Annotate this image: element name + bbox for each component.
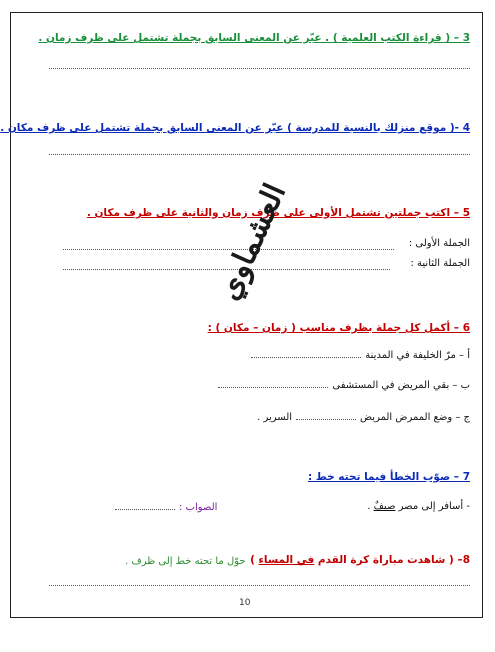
question-8-instruction: حوّل ما تحته خط إلى ظرف . xyxy=(125,556,246,567)
question-6-a xyxy=(247,349,470,361)
question-7-sentence xyxy=(367,501,470,512)
question-6-c-start: ج – وضع الممرض المريض xyxy=(360,412,470,423)
question-6-c xyxy=(257,411,470,423)
question-4-title: 4 -( موقع منزلك بالنسبة للمدرسة ) عبّر عن المعنى السابق بجملة تشتمل على ظرف مكان . xyxy=(0,122,470,134)
question-7-correction-label: الصواب : xyxy=(179,502,218,513)
question-6-a-blank[interactable] xyxy=(251,349,361,358)
question-7-title: 7 – صوّب الخطأ فيما تحته خط : xyxy=(307,471,470,483)
page-number: 10 xyxy=(239,598,251,608)
question-4-answer-line[interactable] xyxy=(49,154,470,155)
question-6-b-blank[interactable] xyxy=(218,379,328,388)
question-7-correction-blank[interactable] xyxy=(115,501,175,510)
question-8-underlined: في المساء xyxy=(258,554,315,566)
question-8-suffix: ) xyxy=(250,554,255,566)
question-3-answer-line[interactable] xyxy=(49,68,470,69)
question-6-b xyxy=(214,379,470,391)
question-6-a-text: أ – مرّ الخليفة في المدينة xyxy=(365,350,470,361)
worksheet-page xyxy=(0,12,483,618)
question-7-underlined-word: صيفٌ xyxy=(373,501,396,512)
question-7-sentence-start: - أسافر إلى مصر xyxy=(398,501,470,512)
question-5-second-label: الجملة الثانية : xyxy=(410,258,470,269)
question-5-title: 5 – اكتب جملتين تشتمل الأولى على ظرف زمان والثانية على ظرف مكان . xyxy=(86,207,470,219)
question-5-first-label: الجملة الأولى : xyxy=(408,238,470,249)
question-6-title: 6 – أكمل كل جملة بظرف مناسب ( زمان – مكان ) : xyxy=(207,322,470,334)
question-8-title xyxy=(250,554,470,566)
question-6-c-blank[interactable] xyxy=(296,411,356,420)
question-6-b-text: ب – بقي المريض في المستشفى xyxy=(332,380,470,391)
question-3-title: 3 – ( قراءة الكتب العلمية ) . عبّر عن المعنى السابق بجملة تشتمل على ظرف زمان . xyxy=(38,32,470,44)
question-8-prefix: 8– ( شاهدت مباراة كرة القدم xyxy=(317,554,470,566)
question-8-answer-line[interactable] xyxy=(49,585,470,586)
question-7-correction xyxy=(111,501,217,513)
question-6-c-end: السرير . xyxy=(257,412,293,423)
author-watermark: العشماوي xyxy=(211,178,294,306)
question-7-sentence-end: . xyxy=(367,501,371,512)
